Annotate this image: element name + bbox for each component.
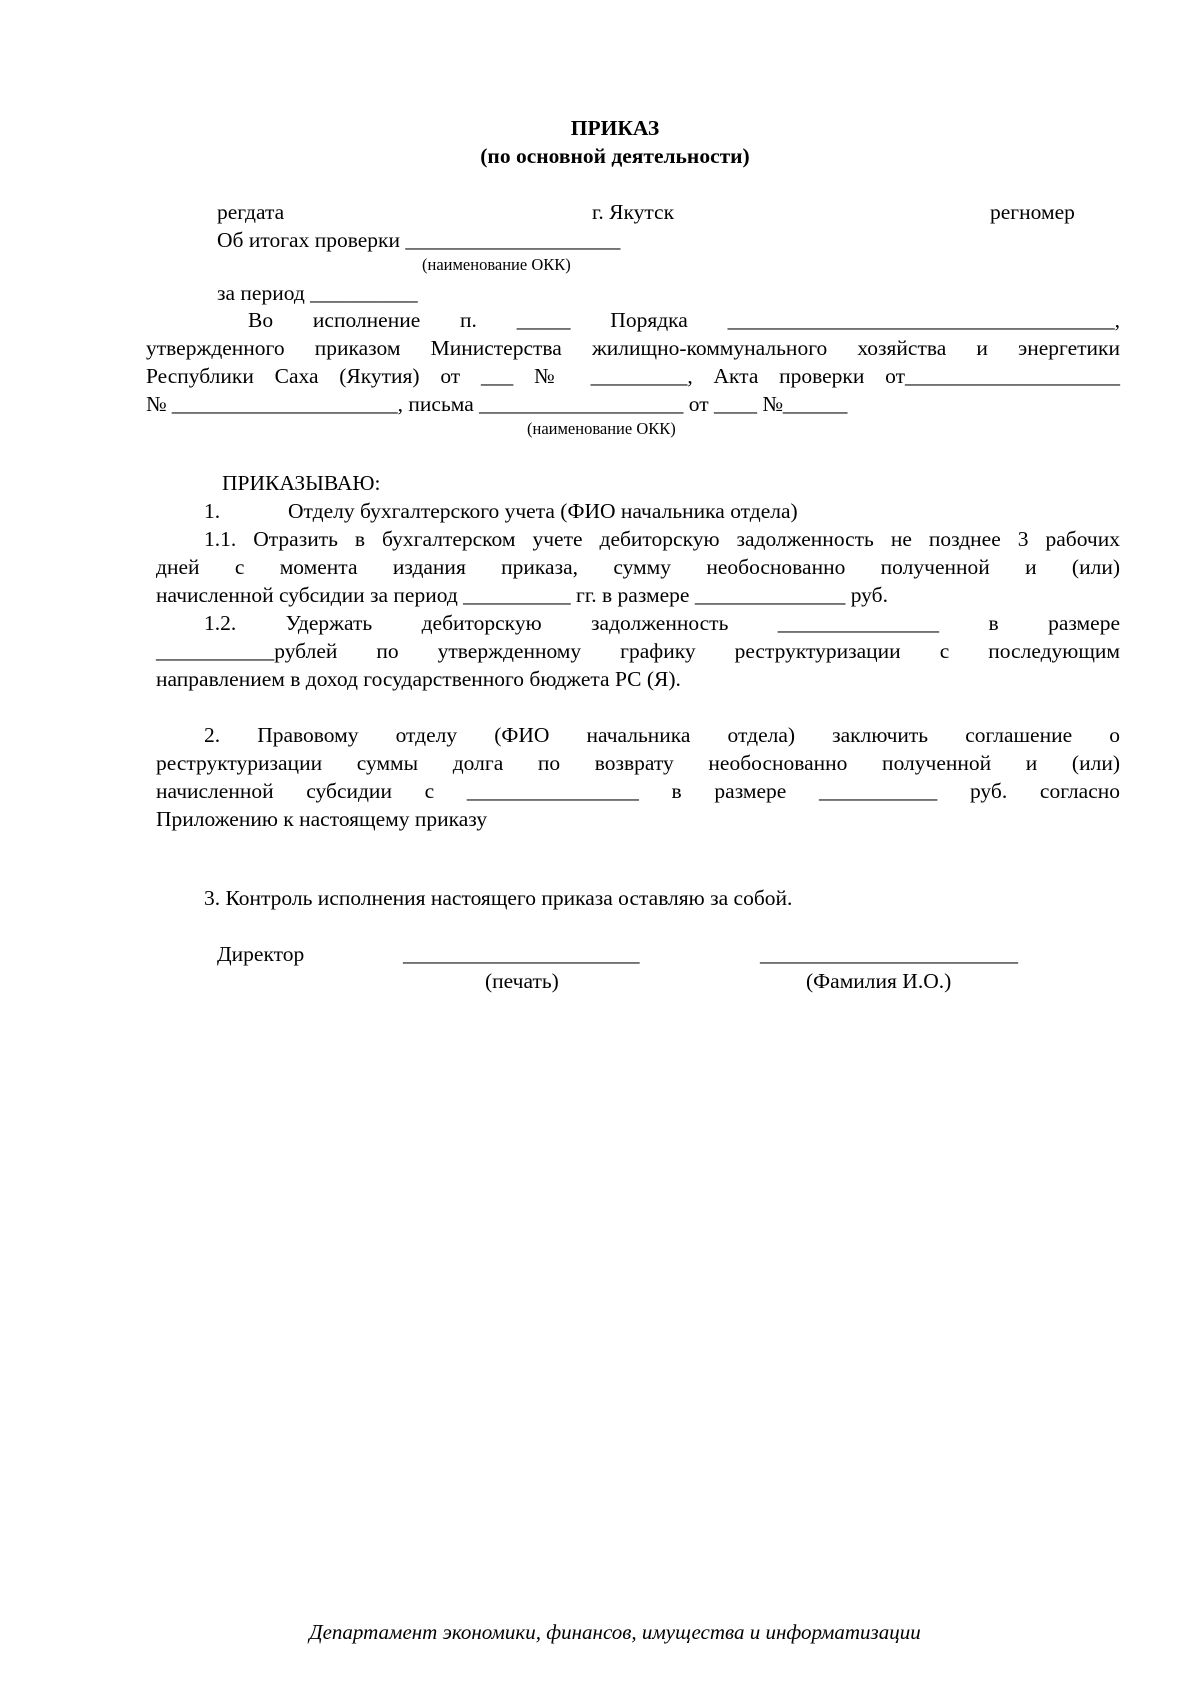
item-2-line-4: Приложению к настоящему приказу [156, 807, 488, 831]
item-1-2-line-2: ___________рублей по утвержденному графику реструктуризации с последующим [156, 639, 1120, 663]
document-number: регномер [990, 200, 1075, 224]
item-3-text: 3. Контроль исполнения настоящего приказа оставляю за собой. [204, 886, 793, 910]
item-1-1-line-1: 1.1. Отразить в бухгалтерском учете дебиторскую задолженность не позднее 3 рабочих [204, 527, 1120, 551]
document-date: регдата [217, 200, 285, 224]
seal-caption: (печать) [485, 969, 559, 993]
subject-line: Об итогах проверки ____________________ [217, 228, 621, 252]
period-line: за период __________ [217, 281, 418, 305]
name-caption: (Фамилия И.О.) [806, 969, 952, 993]
signature-role: Директор [217, 942, 305, 966]
document-city: г. Якутск [592, 200, 675, 224]
item-1-2-line-1: 1.2. Удержать дебиторскую задолженность _______________ в размере [204, 611, 1120, 635]
item-1-1-line-3: начисленной субсидии за период __________ гг. в размере ______________ руб. [156, 583, 888, 607]
signature-name-line: ________________________ [760, 942, 1018, 966]
item-1-2-line-3: направлением в доход государственного бюджета РС (Я). [156, 667, 681, 691]
item-1-number: 1. [204, 499, 221, 523]
item-2-line-2: реструктуризации суммы долга по возврату необоснованно полученной и (или) [156, 751, 1120, 775]
preamble-line-2: утвержденного приказом Министерства жилищно-коммунального хозяйства и энергетики [146, 336, 1120, 360]
order-heading: ПРИКАЗЫВАЮ: [222, 471, 381, 495]
preamble-line-1: Во исполнение п. _____ Порядка ____________________________________, [248, 308, 1120, 332]
item-2-line-1: 2. Правовому отделу (ФИО начальника отдела) заключить соглашение о [204, 723, 1120, 747]
footer-department: Департамент экономики, финансов, имущества и информатизации [309, 1620, 921, 1644]
subject-caption: (наименование ОКК) [422, 255, 571, 274]
preamble-line-3: Республики Саха (Якутия) от ___ № _________, Акта проверки от____________________ [146, 364, 1120, 388]
item-1-text: Отделу бухгалтерского учета (ФИО начальника отдела) [288, 499, 798, 523]
preamble-caption: (наименование ОКК) [527, 419, 676, 438]
signature-seal-line: ______________________ [403, 942, 640, 966]
item-2-line-3: начисленной субсидии с ________________ в размере ___________ руб. согласно [156, 779, 1120, 803]
document-subtitle: (по основной деятельности) [480, 144, 750, 168]
document-title: ПРИКАЗ [570, 116, 660, 140]
item-1-1-line-2: дней с момента издания приказа, сумму необоснованно полученной и (или) [156, 555, 1120, 579]
preamble-line-4: № _____________________, письма ___________________ от ____ №______ [146, 392, 848, 416]
